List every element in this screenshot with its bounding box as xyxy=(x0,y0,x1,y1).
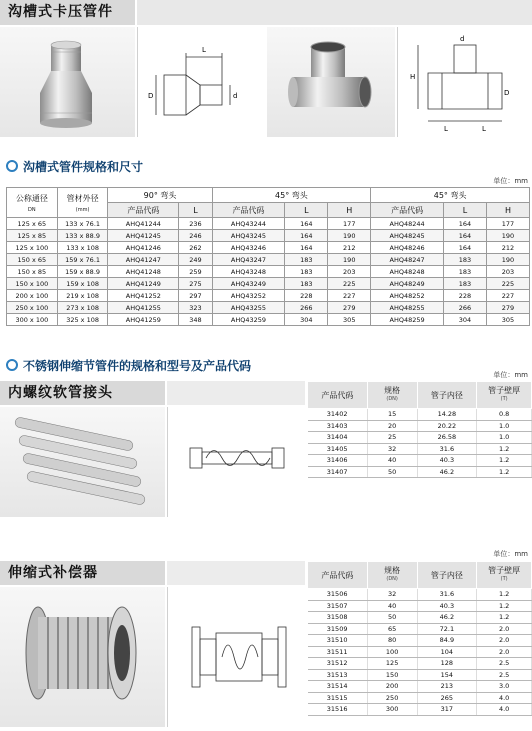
table-row xyxy=(308,669,532,681)
table-cell: 50 xyxy=(367,466,417,478)
unit-label: 单位：mm xyxy=(493,371,528,379)
table-cell: AHQ48244 xyxy=(371,218,444,230)
compensator-drawing xyxy=(167,587,306,727)
table-cell: 20.22 xyxy=(417,420,477,432)
table-cell: 104 xyxy=(417,646,477,658)
table-cell: 164 xyxy=(285,218,328,230)
circle-bullet-icon xyxy=(6,359,18,371)
table-row xyxy=(308,704,532,716)
product-title: 内螺纹软管接头 xyxy=(0,381,165,405)
col-code: 产品代码 xyxy=(108,203,179,218)
table-cell: 212 xyxy=(328,242,371,254)
table-cell: 2.0 xyxy=(477,623,532,635)
table-cell: 225 xyxy=(328,278,371,290)
section-title: 沟槽式管件规格和尺寸 xyxy=(23,160,144,174)
table-cell: 31512 xyxy=(308,658,368,670)
col-L: L xyxy=(285,203,328,218)
table-row xyxy=(308,443,532,455)
table-cell: 31513 xyxy=(308,669,368,681)
table-cell: 0.8 xyxy=(477,409,532,421)
table-cell: 133 x 108 xyxy=(57,242,108,254)
compensator-image xyxy=(0,587,165,727)
table-cell: AHQ41249 xyxy=(108,278,179,290)
table-cell: 164 xyxy=(285,230,328,242)
group-45-elbow-b: 45° 弯头 xyxy=(371,188,530,203)
table-cell: 15 xyxy=(367,409,417,421)
table-cell: AHQ43249 xyxy=(212,278,285,290)
table-cell: 273 x 108 xyxy=(57,302,108,314)
table-row xyxy=(308,646,532,658)
table-row xyxy=(7,266,530,278)
table-cell: AHQ43244 xyxy=(212,218,285,230)
table-row xyxy=(308,420,532,432)
table-cell: 183 xyxy=(443,278,486,290)
table-cell: 203 xyxy=(486,266,529,278)
page-title: 沟槽式卡压管件 xyxy=(0,0,135,25)
table-cell: 100 xyxy=(367,646,417,658)
table-cell: 80 xyxy=(367,635,417,647)
table-cell: 190 xyxy=(328,230,371,242)
compensator-diagram xyxy=(168,587,306,727)
col-spec: 规格 (DN) xyxy=(367,562,417,589)
dim-L: L xyxy=(202,46,206,54)
table-cell: 183 xyxy=(443,254,486,266)
tee-drawing xyxy=(397,27,532,137)
table-cell: 1.2 xyxy=(477,589,532,601)
table-cell: 228 xyxy=(443,290,486,302)
table-cell: 2.5 xyxy=(477,669,532,681)
table-cell: AHQ41248 xyxy=(108,266,179,278)
unit-label: 单位：mm xyxy=(493,550,528,558)
tee-image xyxy=(267,27,395,137)
table-cell: 262 xyxy=(179,242,212,254)
table-cell: AHQ48259 xyxy=(371,314,444,326)
col-H: H xyxy=(486,203,529,218)
table-row xyxy=(7,230,530,242)
table-cell: 159 x 108 xyxy=(57,278,108,290)
table-row xyxy=(308,635,532,647)
compensator-table xyxy=(307,561,532,716)
col-L: L xyxy=(443,203,486,218)
table-cell: 31510 xyxy=(308,635,368,647)
hose-drawing xyxy=(167,407,306,517)
table-row xyxy=(7,314,530,326)
table-cell: 31516 xyxy=(308,704,368,716)
table-cell: 125 x 85 xyxy=(7,230,58,242)
table-cell: 250 x 100 xyxy=(7,302,58,314)
table-cell: 40 xyxy=(367,455,417,467)
table-cell: 300 xyxy=(367,704,417,716)
table-row xyxy=(308,612,532,624)
table-cell: 265 xyxy=(417,692,477,704)
table-cell: 159 x 76.1 xyxy=(57,254,108,266)
table-cell: 212 xyxy=(486,242,529,254)
table-cell: 20 xyxy=(367,420,417,432)
table-cell: 1.0 xyxy=(477,432,532,444)
table-cell: 125 x 65 xyxy=(7,218,58,230)
dim-H: H xyxy=(410,73,416,81)
table-cell: 259 xyxy=(179,266,212,278)
table-cell: 266 xyxy=(285,302,328,314)
table-cell: 65 xyxy=(367,623,417,635)
table-cell: 133 x 76.1 xyxy=(57,218,108,230)
table-cell: AHQ48245 xyxy=(371,230,444,242)
hose-image xyxy=(0,407,165,517)
banner-strip xyxy=(137,0,532,25)
table-cell: 31506 xyxy=(308,589,368,601)
table-cell: 31.6 xyxy=(417,589,477,601)
table-cell: 183 xyxy=(285,254,328,266)
col-wall: 管子壁厚 (T) xyxy=(477,382,532,409)
table-cell: 305 xyxy=(486,314,529,326)
table-row xyxy=(7,254,530,266)
table-row xyxy=(7,242,530,254)
table-cell: 1.2 xyxy=(477,455,532,467)
table-cell: 227 xyxy=(328,290,371,302)
table-cell: 25 xyxy=(367,432,417,444)
table-cell: 31509 xyxy=(308,623,368,635)
table-cell: 2.0 xyxy=(477,646,532,658)
table-cell: 150 x 100 xyxy=(7,278,58,290)
col-L: L xyxy=(179,203,212,218)
table-cell: 150 xyxy=(367,669,417,681)
table-cell: 203 xyxy=(328,266,371,278)
table-cell: 164 xyxy=(443,242,486,254)
table-cell: 325 x 108 xyxy=(57,314,108,326)
table-cell: AHQ43259 xyxy=(212,314,285,326)
table-cell: 31407 xyxy=(308,466,368,478)
table-cell: AHQ43248 xyxy=(212,266,285,278)
table-cell: 4.0 xyxy=(477,692,532,704)
table-cell: 31515 xyxy=(308,692,368,704)
table-cell: 279 xyxy=(328,302,371,314)
table-cell: 305 xyxy=(328,314,371,326)
table-row xyxy=(308,681,532,693)
compensator-photo xyxy=(0,587,165,727)
table-cell: 200 x 100 xyxy=(7,290,58,302)
table-cell: 228 xyxy=(285,290,328,302)
table-cell: AHQ43246 xyxy=(212,242,285,254)
table-row xyxy=(308,623,532,635)
product-title: 伸缩式补偿器 xyxy=(0,561,165,585)
col-code: 产品代码 xyxy=(308,382,368,409)
table-cell: AHQ41259 xyxy=(108,314,179,326)
col-code: 产品代码 xyxy=(371,203,444,218)
table-cell: 31406 xyxy=(308,455,368,467)
group-90-elbow: 90° 弯头 xyxy=(108,188,212,203)
table-cell: 183 xyxy=(443,266,486,278)
col-inner-dia: 管子内径 xyxy=(417,382,477,409)
table-cell: 177 xyxy=(486,218,529,230)
table-cell: 183 xyxy=(285,266,328,278)
hose-photo xyxy=(0,407,165,517)
table-cell: 32 xyxy=(367,443,417,455)
table-cell: 304 xyxy=(443,314,486,326)
reducer-drawing xyxy=(137,27,266,137)
table-cell: AHQ48248 xyxy=(371,266,444,278)
table-cell: 213 xyxy=(417,681,477,693)
col-inner-dia: 管子内径 xyxy=(417,562,477,589)
table-cell: 164 xyxy=(443,230,486,242)
table-cell: 46.2 xyxy=(417,466,477,478)
table-cell: 227 xyxy=(486,290,529,302)
table-cell: 225 xyxy=(486,278,529,290)
table-cell: 300 x 100 xyxy=(7,314,58,326)
table-cell: 183 xyxy=(285,278,328,290)
table-cell: 190 xyxy=(486,230,529,242)
table-row xyxy=(7,302,530,314)
table-row xyxy=(308,432,532,444)
group-45-elbow-a: 45° 弯头 xyxy=(212,188,371,203)
section-heading-1 xyxy=(6,158,143,175)
table-cell: 40.3 xyxy=(417,455,477,467)
table-cell: AHQ41247 xyxy=(108,254,179,266)
table-cell: 125 x 100 xyxy=(7,242,58,254)
table-cell: 2.5 xyxy=(477,658,532,670)
circle-bullet-icon xyxy=(6,160,18,172)
table-cell: AHQ43252 xyxy=(212,290,285,302)
col-H: H xyxy=(328,203,371,218)
table-cell: AHQ43255 xyxy=(212,302,285,314)
reducer-photo xyxy=(0,27,135,137)
dim-d: d xyxy=(233,92,238,100)
title-strip xyxy=(167,561,305,585)
table-cell: 50 xyxy=(367,612,417,624)
table-cell: AHQ41252 xyxy=(108,290,179,302)
dim-L2: L xyxy=(482,125,486,133)
table-cell: AHQ48246 xyxy=(371,242,444,254)
spec-table xyxy=(6,187,530,326)
tee-diagram xyxy=(398,27,532,137)
table-row xyxy=(308,466,532,478)
section-title: 不锈钢伸缩节管件的规格和型号及产品代码 xyxy=(23,359,252,373)
table-cell: 84.9 xyxy=(417,635,477,647)
col-spec: 规格 (DN) xyxy=(367,382,417,409)
table-cell: 1.0 xyxy=(477,420,532,432)
hose-table xyxy=(307,381,532,478)
table-cell: AHQ48247 xyxy=(371,254,444,266)
table-cell: 266 xyxy=(443,302,486,314)
table-cell: 250 xyxy=(367,692,417,704)
table-row xyxy=(308,409,532,421)
table-cell: 164 xyxy=(285,242,328,254)
table-row xyxy=(308,589,532,601)
table-cell: 32 xyxy=(367,589,417,601)
dim-d: d xyxy=(460,35,465,43)
reducer-diagram xyxy=(138,27,266,137)
table-cell: 1.2 xyxy=(477,612,532,624)
hose-diagram xyxy=(168,407,306,517)
table-row xyxy=(308,658,532,670)
table-cell: 246 xyxy=(179,230,212,242)
table-cell: 219 x 108 xyxy=(57,290,108,302)
table-cell: 1.2 xyxy=(477,466,532,478)
table-cell: 125 xyxy=(367,658,417,670)
table-cell: 31405 xyxy=(308,443,368,455)
table-cell: 249 xyxy=(179,254,212,266)
table-cell: AHQ41246 xyxy=(108,242,179,254)
table-cell: 31404 xyxy=(308,432,368,444)
table-cell: 72.1 xyxy=(417,623,477,635)
table-row xyxy=(7,278,530,290)
table-cell: 40.3 xyxy=(417,600,477,612)
table-cell: 190 xyxy=(328,254,371,266)
tee-photo xyxy=(267,27,395,137)
dim-D: D xyxy=(504,89,510,97)
table-cell: 31.6 xyxy=(417,443,477,455)
table-row xyxy=(308,692,532,704)
table-cell: 31514 xyxy=(308,681,368,693)
title-strip xyxy=(167,381,305,405)
table-cell: 46.2 xyxy=(417,612,477,624)
table-row xyxy=(7,218,530,230)
col-od: 管材外径 (mm) xyxy=(57,188,108,218)
table-cell: 190 xyxy=(486,254,529,266)
table-cell: AHQ43245 xyxy=(212,230,285,242)
table-cell: 4.0 xyxy=(477,704,532,716)
table-cell: 154 xyxy=(417,669,477,681)
table-cell: 275 xyxy=(179,278,212,290)
table-cell: 177 xyxy=(328,218,371,230)
table-row xyxy=(308,600,532,612)
table-cell: 159 x 88.9 xyxy=(57,266,108,278)
table-cell: 128 xyxy=(417,658,477,670)
table-cell: 279 xyxy=(486,302,529,314)
table-cell: AHQ48252 xyxy=(371,290,444,302)
table-cell: 348 xyxy=(179,314,212,326)
table-cell: 31403 xyxy=(308,420,368,432)
table-cell: 31508 xyxy=(308,612,368,624)
table-cell: 323 xyxy=(179,302,212,314)
table-cell: 200 xyxy=(367,681,417,693)
table-cell: 26.58 xyxy=(417,432,477,444)
table-cell: AHQ41245 xyxy=(108,230,179,242)
table-cell: 304 xyxy=(285,314,328,326)
table-cell: 31507 xyxy=(308,600,368,612)
dim-D: D xyxy=(148,92,154,100)
table-cell: 1.2 xyxy=(477,600,532,612)
table-cell: 317 xyxy=(417,704,477,716)
col-wall: 管子壁厚 (T) xyxy=(477,562,532,589)
table-cell: 236 xyxy=(179,218,212,230)
table-cell: 297 xyxy=(179,290,212,302)
table-cell: 2.0 xyxy=(477,635,532,647)
table-cell: 1.2 xyxy=(477,443,532,455)
reducer-image xyxy=(0,27,135,137)
table-cell: 40 xyxy=(367,600,417,612)
table-cell: 14.28 xyxy=(417,409,477,421)
unit-label: 单位：mm xyxy=(493,177,528,185)
table-row xyxy=(308,455,532,467)
table-row xyxy=(7,290,530,302)
table-cell: 31402 xyxy=(308,409,368,421)
table-cell: AHQ41255 xyxy=(108,302,179,314)
col-code: 产品代码 xyxy=(212,203,285,218)
dim-L1: L xyxy=(444,125,448,133)
table-cell: AHQ41244 xyxy=(108,218,179,230)
table-cell: 133 x 88.9 xyxy=(57,230,108,242)
section-heading-2 xyxy=(6,357,251,374)
col-dn: 公称通径 DN xyxy=(7,188,58,218)
col-code: 产品代码 xyxy=(308,562,368,589)
table-cell: 164 xyxy=(443,218,486,230)
table-cell: 150 x 85 xyxy=(7,266,58,278)
table-cell: 31511 xyxy=(308,646,368,658)
table-cell: AHQ48249 xyxy=(371,278,444,290)
table-cell: 150 x 65 xyxy=(7,254,58,266)
table-cell: AHQ48255 xyxy=(371,302,444,314)
table-cell: AHQ43247 xyxy=(212,254,285,266)
table-cell: 3.0 xyxy=(477,681,532,693)
